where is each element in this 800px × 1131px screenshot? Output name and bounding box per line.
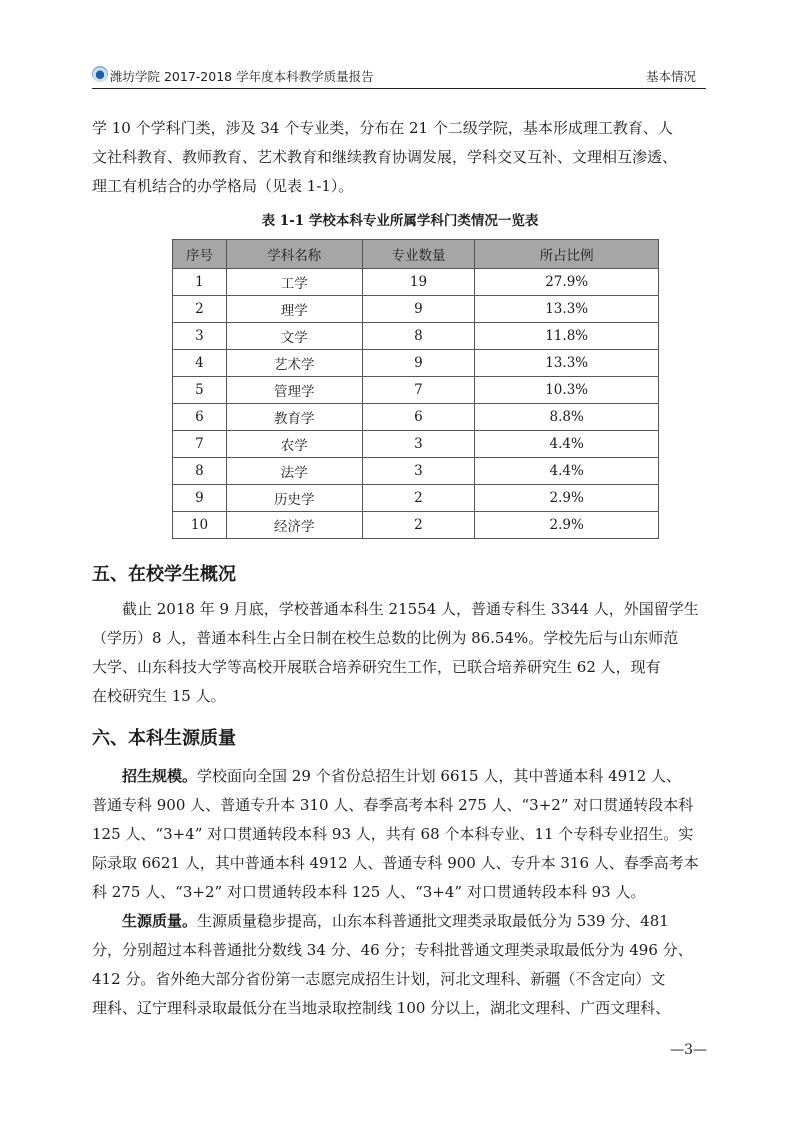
discipline-name: 管理学 [226,377,362,404]
source-quality-paragraph [92,907,706,1023]
percentage: 2.9% [475,512,659,539]
header-title: 潍坊学院 2017-2018 学年度本科教学质量报告 [110,69,374,84]
university-seal-icon [92,66,108,82]
major-count: 2 [362,512,475,539]
page-header [92,66,706,89]
major-count: 2 [362,485,475,512]
row-index: 2 [173,296,227,323]
text-line [92,907,706,936]
text-line: 普通专科 900 人、普通专升本 310 人、春季高考本科 275 人、“3+2” 对口贯通转段本科 [92,796,694,814]
percentage: 4.4% [475,431,659,458]
major-count: 3 [362,431,475,458]
discipline-table [172,239,659,539]
table-row [173,323,659,350]
percentage: 4.4% [475,458,659,485]
text-span: 学校面向全国 29 个省份总招生计划 6615 人，其中普通本科 4912 人、 [197,767,682,785]
column-header: 学科名称 [226,240,362,269]
table-row [173,458,659,485]
lead-term: 招生规模。 [122,767,198,785]
major-count: 9 [362,296,475,323]
column-header: 所占比例 [475,240,659,269]
major-count: 9 [362,350,475,377]
percentage: 27.9% [475,269,659,296]
major-count: 6 [362,404,475,431]
table-row [173,512,659,539]
discipline-name: 理学 [226,296,362,323]
section-heading: 六、本科生源质量 [92,728,236,749]
table-header-row [173,240,659,269]
major-count: 19 [362,269,475,296]
percentage: 8.8% [475,404,659,431]
column-header: 序号 [173,240,227,269]
text-line: 412 分。省外绝大部分省份第一志愿完成招生计划，河北文理科、新疆（不含定向）文 [92,970,666,988]
text-line: 理工有机结合的办学格局（见表 1-1）。 [92,177,354,195]
section-heading: 五、在校学生概况 [92,564,236,585]
row-index: 10 [173,512,227,539]
discipline-name: 工学 [226,269,362,296]
section5-paragraph [92,595,706,711]
percentage: 10.3% [475,377,659,404]
text-line [92,762,706,791]
major-count: 7 [362,377,475,404]
discipline-name: 农学 [226,431,362,458]
table-row [173,485,659,512]
percentage: 13.3% [475,350,659,377]
row-index: 4 [173,350,227,377]
row-index: 3 [173,323,227,350]
percentage: 11.8% [475,323,659,350]
table-row [173,404,659,431]
table-row [173,296,659,323]
text-line: 截止 2018 年 9 月底，学校普通本科生 21554 人，普通专科生 3344 人，外国留学生 [122,600,699,618]
text-line: 科 275 人、“3+2” 对口贯通转段本科 125 人、“3+4” 对口贯通转段本科 93 人。 [92,883,646,901]
table-caption: 表 1-1 学校本科专业所属学科门类情况一览表 [261,213,539,229]
row-index: 6 [173,404,227,431]
text-line: 理科、辽宁理科录取最低分在当地录取控制线 100 分以上，湖北文理科、广西文理科、 [92,999,671,1017]
table-row [173,350,659,377]
table-row [173,377,659,404]
row-index: 7 [173,431,227,458]
text-span: 生源质量稳步提高，山东本科普通批文理类录取最低分为 539 分、481 [197,912,669,930]
text-line: 分，分别超过本科普通批分数线 34 分、46 分；专科批普通文理类录取最低分为 496 分、 [92,941,693,959]
discipline-name: 法学 [226,458,362,485]
table-row [173,269,659,296]
discipline-name: 文学 [226,323,362,350]
column-header: 专业数量 [362,240,475,269]
row-index: 8 [173,458,227,485]
text-line: 125 人、“3+4” 对口贯通转段本科 93 人，共有 68 个本科专业、11 个专科专业招生。实 [92,825,694,843]
page-number: —3— [670,1042,707,1058]
percentage: 13.3% [475,296,659,323]
lead-term: 生源质量。 [122,912,198,930]
percentage: 2.9% [475,485,659,512]
intro-paragraph [92,114,706,201]
discipline-name: 教育学 [226,404,362,431]
text-line: 学 10 个学科门类，涉及 34 个专业类，分布在 21 个二级学院，基本形成理工教育、人 [92,119,673,137]
text-line: 大学、山东科技大学等高校开展联合培养研究生工作，已联合培养研究生 62 人，现有 [92,658,661,676]
major-count: 8 [362,323,475,350]
enrollment-scale-paragraph [92,762,706,907]
header-section: 基本情况 [645,69,696,84]
discipline-name: 经济学 [226,512,362,539]
row-index: 5 [173,377,227,404]
text-line: （学历）8 人，普通本科生占全日制在校生总数的比例为 86.54%。学校先后与山东师范 [92,629,679,647]
row-index: 1 [173,269,227,296]
text-line: 际录取 6621 人，其中普通本科 4912 人、普通专科 900 人、专升本 316 人、春季高考本 [92,854,699,872]
discipline-name: 艺术学 [226,350,362,377]
table-row [173,431,659,458]
major-count: 3 [362,458,475,485]
text-line: 文社科教育、教师教育、艺术教育和继续教育协调发展，学科交叉互补、文理相互渗透、 [92,148,678,166]
text-line: 在校研究生 15 人。 [92,687,226,705]
row-index: 9 [173,485,227,512]
discipline-name: 历史学 [226,485,362,512]
